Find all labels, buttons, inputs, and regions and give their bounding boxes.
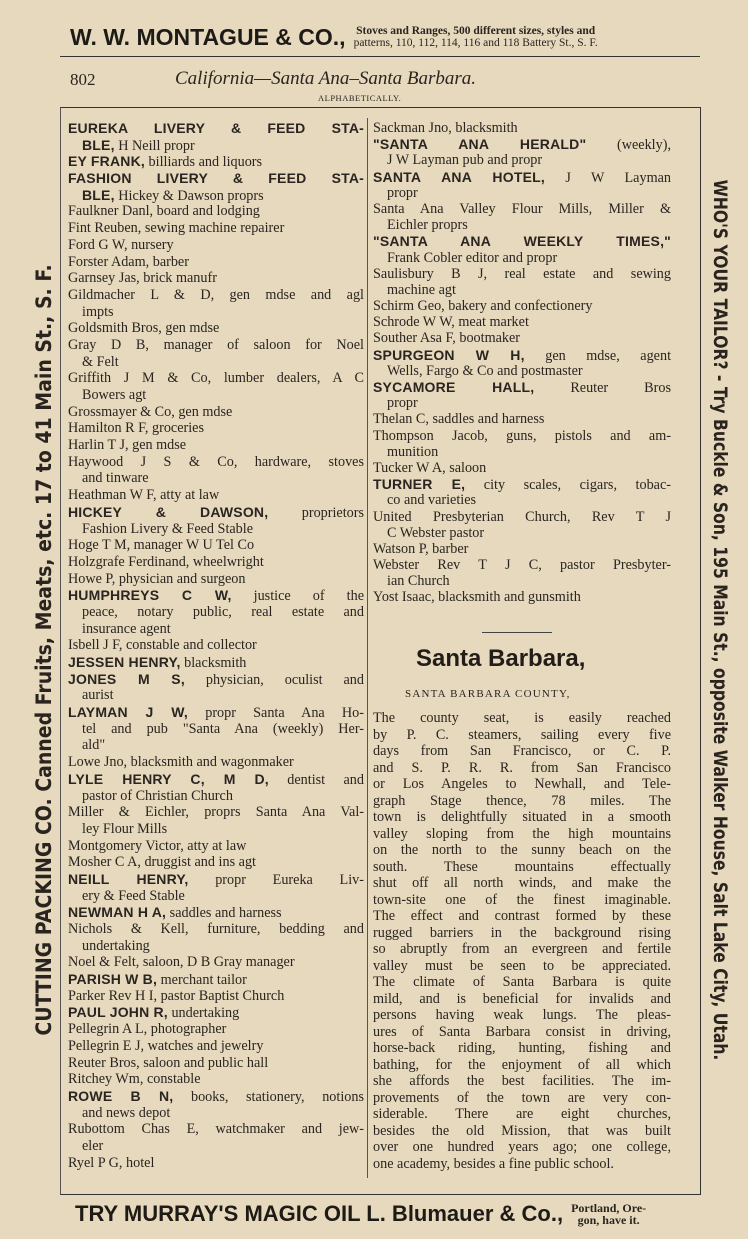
- directory-entry: [68, 537, 364, 554]
- entry-text: Wells, Fargo & Co and postmaster: [387, 362, 583, 379]
- entry-text: Haywood J S & Co, hardware, stoves: [68, 453, 364, 470]
- entry-text: Pellegrin A L, photographer: [68, 1021, 227, 1038]
- entry-text: machine agt: [387, 281, 456, 298]
- directory-entry: [68, 571, 364, 588]
- directory-entry-continuation: [373, 444, 671, 460]
- entry-text: merchant tailor: [157, 972, 247, 989]
- entry-text: books, stationery, notions: [173, 1088, 364, 1105]
- entry-text: propr Eureka Liv-: [188, 871, 364, 888]
- entry-text: ery & Feed Stable: [82, 887, 185, 904]
- directory-entry: [68, 170, 364, 187]
- directory-entry-continuation: [373, 525, 671, 541]
- entry-name-bold: NEWMAN H A,: [68, 904, 167, 921]
- entry-text: propr Santa Ana Ho-: [188, 705, 364, 721]
- entry-text: Rubottom Chas E, watchmaker and jew-: [68, 1121, 364, 1138]
- entry-name-bold: JESSEN HENRY,: [68, 654, 181, 670]
- section-heading: Santa Barbara,: [416, 645, 586, 672]
- entry-text: Yost Isaac, blacksmith and gunsmith: [373, 589, 581, 606]
- paragraph-line: ures of Santa Barbara consist in driving,: [373, 1023, 671, 1040]
- entry-text: Griffith J M & Co, lumber dealers, A C: [68, 370, 364, 387]
- directory-entry-continuation: [68, 304, 364, 321]
- paragraph-line: she affords the best facilities. The im-: [373, 1073, 671, 1089]
- entry-name-bold: JONES M S,: [68, 670, 185, 687]
- paragraph-line: horse-back riding, hunting, fishing and: [373, 1040, 671, 1056]
- paragraph-line: graph Stage thence, 78 miles. The: [373, 792, 671, 809]
- entry-text: Goldsmith Bros, gen mdse: [68, 320, 220, 337]
- entry-text: (weekly),: [586, 137, 671, 153]
- entry-text: and news depot: [82, 1104, 171, 1121]
- entry-name-bold: HICKEY & DAWSON,: [68, 503, 269, 520]
- directory-entry: [68, 437, 364, 454]
- entry-text: propr: [387, 184, 418, 201]
- entry-text: Holzgrafe Ferdinand, wheelwright: [68, 553, 264, 570]
- entry-text: Ford G W, nursery: [68, 236, 174, 253]
- section-county: SANTA BARBARA COUNTY,: [405, 688, 571, 700]
- directory-entry: [68, 554, 364, 571]
- entry-text: Souther Asa F, bootmaker: [373, 330, 521, 347]
- entry-text: propr: [387, 395, 418, 412]
- directory-entry: [68, 1071, 364, 1088]
- entry-name-bold: EUREKA LIVERY & FEED STA-: [68, 120, 364, 136]
- entry-text: Lowe Jno, blacksmith and wagonmaker: [68, 754, 294, 771]
- entry-name-bold: SANTA ANA HOTEL,: [373, 168, 545, 185]
- paragraph-line: by P. C. steamers, sailing every five: [373, 726, 671, 743]
- directory-entry: [68, 704, 364, 721]
- directory-entry: [68, 1055, 364, 1072]
- directory-entry: [68, 771, 364, 788]
- top-rule: [60, 56, 700, 57]
- directory-entry: [68, 404, 364, 421]
- entry-text: Faulkner Danl, board and lodging: [68, 203, 260, 220]
- directory-entry-continuation: [373, 363, 671, 379]
- directory-entry: [373, 266, 671, 282]
- entry-text: Forster Adam, barber: [68, 253, 189, 270]
- entry-text: Frank Cobler editor and propr: [387, 249, 558, 266]
- entry-text: Garnsey Jas, brick manufr: [68, 270, 217, 287]
- entry-name-bold: EY FRANK,: [68, 153, 145, 170]
- entry-name-bold: BLE,: [82, 186, 115, 203]
- directory-entry-continuation: [68, 604, 364, 621]
- directory-entry-continuation: [373, 250, 671, 266]
- paragraph-line: and S. P. R. R. from San Francisco: [373, 759, 671, 776]
- entry-text: and tinware: [82, 470, 149, 487]
- paragraph-line: on the north to the sunny beach on the: [373, 842, 671, 858]
- entry-text: Tucker W A, saloon: [373, 459, 487, 476]
- directory-entry: [68, 1021, 364, 1038]
- entry-name-bold: "SANTA ANA WEEKLY TIMES,": [373, 233, 671, 250]
- paragraph-line: The effect and contrast formed by these: [373, 908, 671, 924]
- bottom-ad-main: TRY MURRAY'S MAGIC OIL L. Blumauer & Co.,: [75, 1201, 564, 1226]
- entry-text: Thompson Jacob, guns, pistols and am-: [373, 427, 671, 444]
- directory-entry: [68, 504, 364, 521]
- entry-text: Eichler proprs: [387, 217, 468, 234]
- paragraph-line: persons having weak lungs. The pleas-: [373, 1007, 671, 1023]
- entry-text: impts: [82, 303, 114, 320]
- directory-entry: [373, 136, 671, 152]
- directory-entry: [373, 347, 671, 363]
- entry-text: pastor of Christian Church: [82, 787, 233, 804]
- entry-name-bold: SPURGEON W H,: [373, 346, 525, 363]
- directory-entry: [68, 203, 364, 220]
- entry-text: justice of the: [231, 588, 364, 604]
- paragraph-line: bathing, for the enjoyment of all which: [373, 1056, 671, 1073]
- directory-entry: [68, 754, 364, 771]
- directory-entry-continuation: [373, 152, 671, 168]
- directory-entry: [373, 201, 671, 217]
- entry-text: Hoge T M, manager W U Tel Co: [68, 537, 255, 554]
- entry-text: Miller & Eichler, proprs Santa Ana Val-: [68, 804, 364, 821]
- directory-entry: [68, 420, 364, 437]
- entry-text: Sackman Jno, blacksmith: [373, 120, 518, 136]
- entry-text: & Felt: [82, 353, 119, 370]
- directory-entry: [68, 871, 364, 888]
- directory-entry: [68, 1121, 364, 1138]
- directory-entry: [373, 120, 671, 136]
- entry-text: undertaking: [167, 1005, 240, 1022]
- paragraph-line: provements of the town are very con-: [373, 1089, 671, 1106]
- entry-text: Grossmayer & Co, gen mdse: [68, 403, 233, 420]
- left-margin-advertisement: CUTTING PACKING CO. Canned Fruits, Meats, etc. 17 to 41 Main St., S. F.: [32, 264, 56, 1036]
- directory-entry: [373, 476, 671, 492]
- entry-text: Noel & Felt, saloon, D B Gray manager: [68, 954, 295, 971]
- bottom-ad-details: [571, 1202, 646, 1226]
- directory-entry: [373, 379, 671, 395]
- entry-name-bold: ROWE B N,: [68, 1087, 174, 1104]
- directory-entry-continuation: [68, 1105, 364, 1122]
- directory-entry: [68, 637, 364, 654]
- entry-text: Ryel P G, hotel: [68, 1154, 155, 1171]
- entry-text: insurance agent: [82, 620, 171, 637]
- directory-entry: [373, 411, 671, 427]
- directory-entry: [68, 454, 364, 471]
- entry-text: Nichols & Kell, furniture, bedding and: [68, 921, 364, 937]
- bottom-ad-line1: Portland, Ore-: [571, 1201, 647, 1215]
- directory-entry: [68, 1038, 364, 1055]
- entry-text: Montgomery Victor, atty at law: [68, 837, 247, 854]
- directory-entry: [68, 1004, 364, 1021]
- entry-text: Pellegrin E J, watches and jewelry: [68, 1037, 264, 1054]
- paragraph-line: town-site one of the finest imaginable.: [373, 891, 671, 908]
- left-directory-column: [68, 120, 364, 1171]
- directory-entry: [68, 971, 364, 988]
- entry-text: Isbell J F, constable and collector: [68, 637, 257, 654]
- directory-entry: [373, 233, 671, 249]
- entry-text: Thelan C, saddles and harness: [373, 411, 545, 428]
- directory-entry-continuation: [68, 187, 364, 204]
- entry-text: C Webster pastor: [387, 524, 485, 541]
- directory-entry-continuation: [68, 1138, 364, 1155]
- entry-text: Gildmacher L & D, gen mdse and agl: [68, 286, 364, 303]
- entry-text: H Neill propr: [114, 137, 195, 154]
- entry-text: saddles and harness: [166, 905, 282, 922]
- directory-entry: [68, 988, 364, 1005]
- paragraph-line: town is delightfully situated in a smooth: [373, 809, 671, 825]
- entry-text: Schirm Geo, bakery and confectionery: [373, 298, 593, 315]
- directory-entry: [68, 804, 364, 821]
- entry-text: Hamilton R F, groceries: [68, 420, 204, 437]
- entry-text: J W Layman pub and propr: [387, 152, 543, 169]
- entry-text: undertaking: [82, 937, 150, 954]
- paragraph-line: south. These mountains effectually: [373, 858, 671, 875]
- directory-entry: [373, 314, 671, 330]
- entry-text: Ritchey Wm, constable: [68, 1071, 201, 1088]
- entry-text: physician, oculist and: [184, 671, 364, 688]
- entry-text: Gray D B, manager of saloon for Noel: [68, 336, 364, 353]
- directory-entry-continuation: [68, 721, 364, 738]
- entry-text: munition: [387, 443, 439, 460]
- directory-entry-continuation: [373, 492, 671, 508]
- directory-entry: [68, 237, 364, 254]
- paragraph-line: days from San Francisco, or C. P.: [373, 743, 671, 759]
- entry-text: gen mdse, agent: [524, 347, 671, 363]
- entry-text: peace, notary public, real estate and: [82, 603, 364, 620]
- directory-entry: [68, 487, 364, 504]
- paragraph-line: The climate of Santa Barbara is quite: [373, 974, 671, 990]
- directory-entry-continuation: [373, 573, 671, 589]
- entry-text: Reuter Bros, saloon and public hall: [68, 1054, 269, 1071]
- top-ad-details: [354, 25, 598, 49]
- right-margin-advertisement: WHO'S YOUR TAILOR? - Try Buckle & Son, 195 Main St., opposite Walker House, Salt Lake City, Utah.: [709, 179, 731, 1061]
- entry-name-bold: NEILL HENRY,: [68, 870, 189, 887]
- section-description: [373, 710, 671, 1172]
- directory-entry-continuation: [68, 521, 364, 538]
- directory-entry-continuation: [373, 282, 671, 298]
- entry-text: Webster Rev T J C, pastor Presbyter-: [373, 557, 671, 574]
- entry-text: blacksmith: [180, 655, 247, 671]
- entry-text: United Presbyterian Church, Rev T J: [373, 508, 671, 525]
- directory-entry: [68, 270, 364, 287]
- entry-name-bold: TURNER E,: [373, 476, 466, 493]
- entry-text: J W Layman: [544, 169, 671, 185]
- directory-entry-continuation: [373, 185, 671, 201]
- paragraph-line: besides the old Mission, that was built: [373, 1122, 671, 1139]
- directory-entry: [68, 671, 364, 688]
- paragraph-line: so abruptly from an evergreen and fertile: [373, 941, 671, 957]
- entry-name-bold: FASHION LIVERY & FEED STA-: [68, 170, 364, 187]
- directory-entry: [68, 838, 364, 855]
- page-title: California—Santa Ana–Santa Barbara.: [175, 68, 477, 89]
- paragraph-line: shut off all north winds, and make the: [373, 875, 671, 891]
- entry-text: Bowers agt: [82, 387, 147, 403]
- directory-entry: [68, 220, 364, 237]
- directory-entry: [68, 921, 364, 938]
- entry-text: ald": [82, 737, 106, 754]
- paragraph-line: over one hundred years ago; one college,: [373, 1139, 671, 1155]
- top-advertisement: [70, 20, 598, 54]
- directory-entry-continuation: [68, 821, 364, 838]
- entry-text: billiards and liquors: [145, 154, 263, 171]
- page-number: 802: [70, 70, 96, 89]
- top-ad-company: W. W. MONTAGUE & CO.,: [70, 23, 346, 50]
- entry-text: aurist: [82, 687, 114, 704]
- entry-name-bold: BLE,: [82, 136, 115, 153]
- directory-entry: [373, 541, 671, 557]
- paragraph-line: or Los Angeles to Newhall, and Tele-: [373, 776, 671, 792]
- directory-entry-continuation: [68, 737, 364, 754]
- directory-entry-continuation: [68, 354, 364, 371]
- directory-entry: [373, 460, 671, 476]
- directory-entry: [373, 557, 671, 573]
- entry-text: ian Church: [387, 573, 450, 590]
- bottom-advertisement: [75, 1197, 646, 1231]
- entry-text: Fashion Livery & Feed Stable: [82, 520, 254, 537]
- entry-text: Reuter Bros: [534, 380, 671, 396]
- top-ad-line2: patterns, 110, 112, 114, 116 and 118 Battery St., S. F.: [353, 37, 598, 49]
- directory-entry: [373, 169, 671, 185]
- section-rule: [482, 632, 552, 633]
- directory-entry: [68, 337, 364, 354]
- directory-entry: [68, 587, 364, 604]
- entry-text: Watson P, barber: [373, 540, 469, 557]
- directory-entry-continuation: [68, 938, 364, 955]
- directory-entry: [373, 298, 671, 314]
- directory-entry: [373, 428, 671, 444]
- column-divider: [367, 118, 368, 1178]
- directory-entry: [68, 1088, 364, 1105]
- paragraph-line: rugged barriers in the background rising: [373, 924, 671, 941]
- entry-text: Harlin T J, gen mdse: [68, 437, 187, 454]
- directory-entry: [68, 954, 364, 971]
- paragraph-line: valley must be seen to be appreciated.: [373, 957, 671, 974]
- directory-entry: [68, 320, 364, 337]
- entry-name-bold: PAUL JOHN R,: [68, 1004, 168, 1021]
- entry-text: Fint Reuben, sewing machine repairer: [68, 220, 285, 237]
- paragraph-line: The county seat, is easily reached: [373, 710, 671, 726]
- directory-entry: [373, 330, 671, 346]
- paragraph-line: mild, and is beneficial for invalids and: [373, 990, 671, 1007]
- entry-text: tel and pub "Santa Ana (weekly) Her-: [82, 720, 364, 737]
- directory-entry-continuation: [68, 470, 364, 487]
- bottom-ad-line2: gon, have it.: [577, 1213, 640, 1227]
- entry-text: dentist and: [268, 771, 364, 788]
- directory-entry: [373, 509, 671, 525]
- entry-text: Saulisbury B J, real estate and sewing: [373, 265, 671, 282]
- entry-text: Heathman W F, atty at law: [68, 487, 220, 504]
- directory-entry-continuation: [68, 621, 364, 638]
- right-directory-column: [373, 120, 671, 606]
- directory-entry-continuation: [373, 217, 671, 233]
- directory-entry: [68, 654, 364, 671]
- entry-text: co and varieties: [387, 492, 477, 509]
- directory-entry: [68, 254, 364, 271]
- directory-entry: [68, 904, 364, 921]
- entry-text: ley Flour Mills: [82, 820, 168, 837]
- directory-entry: [68, 370, 364, 387]
- entry-name-bold: LYLE HENRY C, M D,: [68, 770, 269, 787]
- paragraph-line: siderable. There are eight churches,: [373, 1106, 671, 1122]
- directory-entry: [373, 589, 671, 605]
- entry-text: Hickey & Dawson proprs: [114, 187, 264, 204]
- directory-entry-continuation: [373, 395, 671, 411]
- entry-name-bold: LAYMAN J W,: [68, 704, 189, 721]
- entry-text: eler: [82, 1137, 104, 1154]
- directory-entry: [68, 287, 364, 304]
- entry-text: city scales, cigars, tobac-: [465, 477, 671, 493]
- entry-text: Schrode W W, meat market: [373, 314, 529, 331]
- directory-entry: [68, 153, 364, 170]
- entry-name-bold: PARISH W B,: [68, 971, 158, 988]
- directory-entry: [68, 120, 364, 137]
- directory-entry-continuation: [68, 788, 364, 805]
- entry-text: Parker Rev H I, pastor Baptist Church: [68, 987, 285, 1004]
- entry-name-bold: SYCAMORE HALL,: [373, 379, 535, 395]
- directory-entry-continuation: [68, 137, 364, 154]
- directory-entry-continuation: [68, 888, 364, 905]
- entry-text: Santa Ana Valley Flour Mills, Miller &: [373, 200, 671, 217]
- entry-name-bold: HUMPHREYS C W,: [68, 587, 232, 604]
- paragraph-line: one academy, besides a fine public school.: [373, 1155, 614, 1172]
- entry-name-bold: "SANTA ANA HERALD": [373, 136, 587, 153]
- directory-entry: [68, 1155, 364, 1172]
- entry-text: Mosher C A, druggist and ins agt: [68, 854, 256, 871]
- page-subtitle: ALPHABETICALLY.: [318, 93, 402, 103]
- entry-text: proprietors: [268, 504, 364, 521]
- paragraph-line: valley sloping from the high mountains: [373, 825, 671, 842]
- directory-entry-continuation: [68, 687, 364, 704]
- top-ad-line1: Stoves and Ranges, 500 different sizes, styles and: [356, 25, 596, 37]
- directory-entry-continuation: [68, 387, 364, 404]
- directory-entry: [68, 854, 364, 871]
- entry-text: Howe P, physician and surgeon: [68, 570, 246, 587]
